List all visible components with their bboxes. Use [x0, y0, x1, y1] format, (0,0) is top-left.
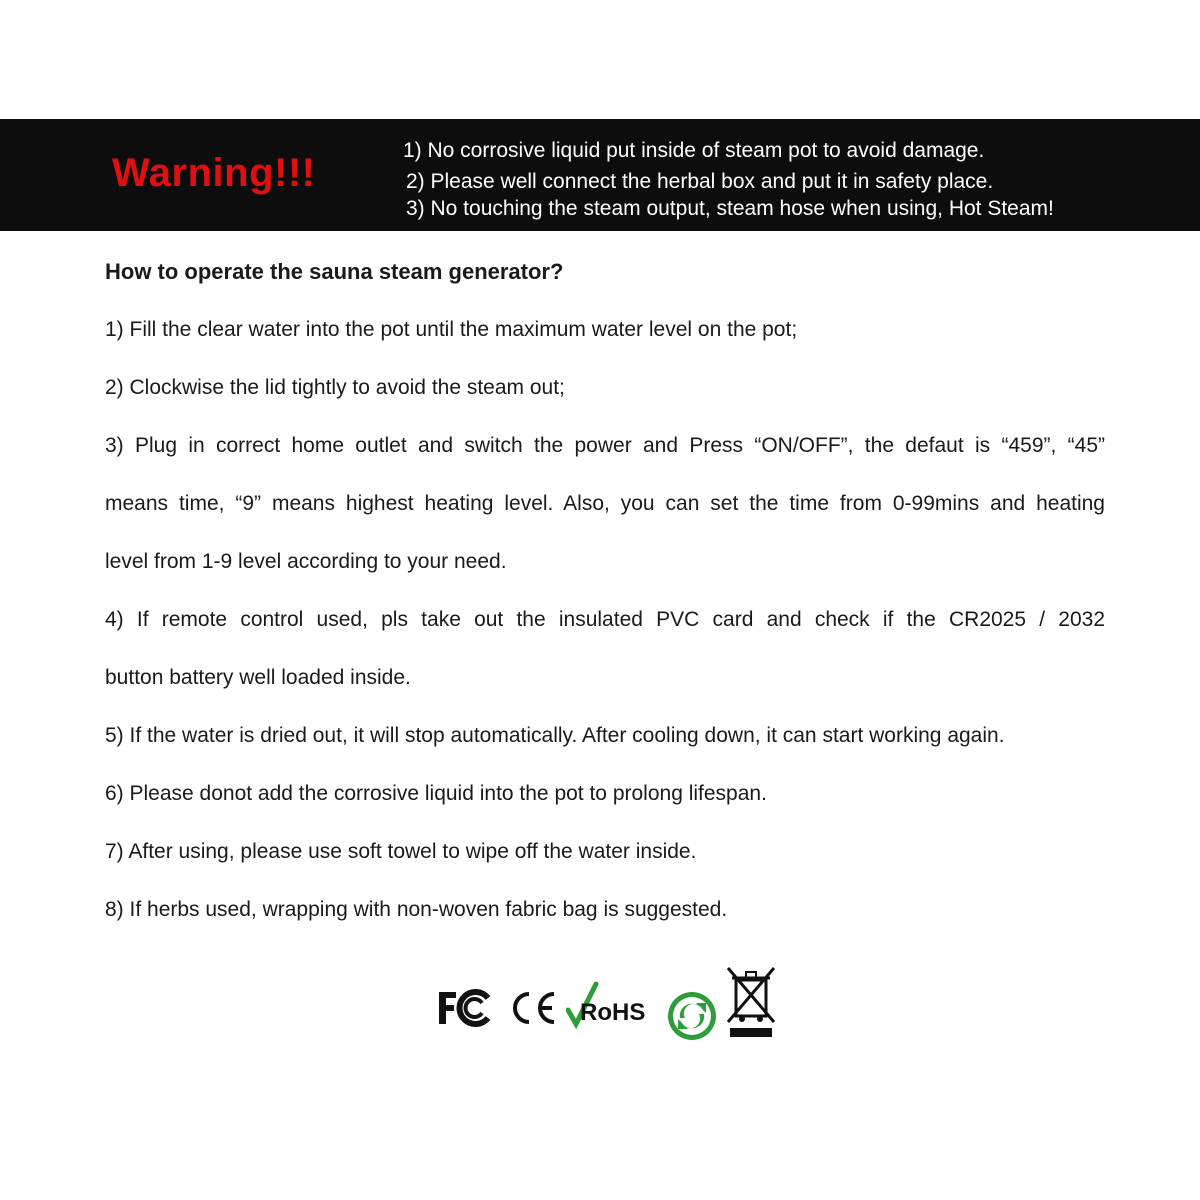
instruction-line: 6) Please donot add the corrosive liquid into the pot to prolong lifespan.	[105, 782, 767, 805]
green-dot-recycle-icon	[666, 990, 718, 1042]
certification-logos	[430, 960, 780, 1045]
warning-item-1: 1) No corrosive liquid put inside of steam pot to avoid damage.	[403, 139, 985, 162]
instruction-line: 2) Clockwise the lid tightly to avoid the steam out;	[105, 376, 565, 399]
warning-title: Warning!!!	[112, 151, 316, 195]
instruction-line: means time, “9” means highest heating level. Also, you can set the time from 0-99mins and heating	[105, 492, 1105, 515]
instruction-line: 4) If remote control used, pls take out the insulated PVC card and check if the CR2025 / 2032	[105, 608, 1105, 631]
ce-logo	[508, 990, 558, 1026]
instruction-line: 8) If herbs used, wrapping with non-woven fabric bag is suggested.	[105, 898, 728, 921]
svg-text:RoHS: RoHS	[580, 999, 646, 1026]
instruction-line: 5) If the water is dried out, it will stop automatically. After cooling down, it can start working again.	[105, 724, 1005, 747]
instruction-line: button battery well loaded inside.	[105, 666, 411, 689]
weee-crossed-bin-icon	[726, 964, 776, 1042]
instruction-line: 3) Plug in correct home outlet and switch the power and Press “ON/OFF”, the defaut is “459”, “45”	[105, 434, 1105, 457]
rohs-logo	[566, 980, 658, 1030]
instructions-heading: How to operate the sauna steam generator?	[105, 259, 564, 284]
instruction-line: level from 1-9 level according to your need.	[105, 550, 507, 573]
instruction-line: 7) After using, please use soft towel to wipe off the water inside.	[105, 840, 697, 863]
warning-item-3: 3) No touching the steam output, steam hose when using, Hot Steam!	[406, 197, 1054, 220]
warning-item-2: 2) Please well connect the herbal box and put it in safety place.	[406, 170, 994, 193]
instruction-line: 1) Fill the clear water into the pot until the maximum water level on the pot;	[105, 318, 798, 341]
fcc-logo	[436, 988, 496, 1028]
